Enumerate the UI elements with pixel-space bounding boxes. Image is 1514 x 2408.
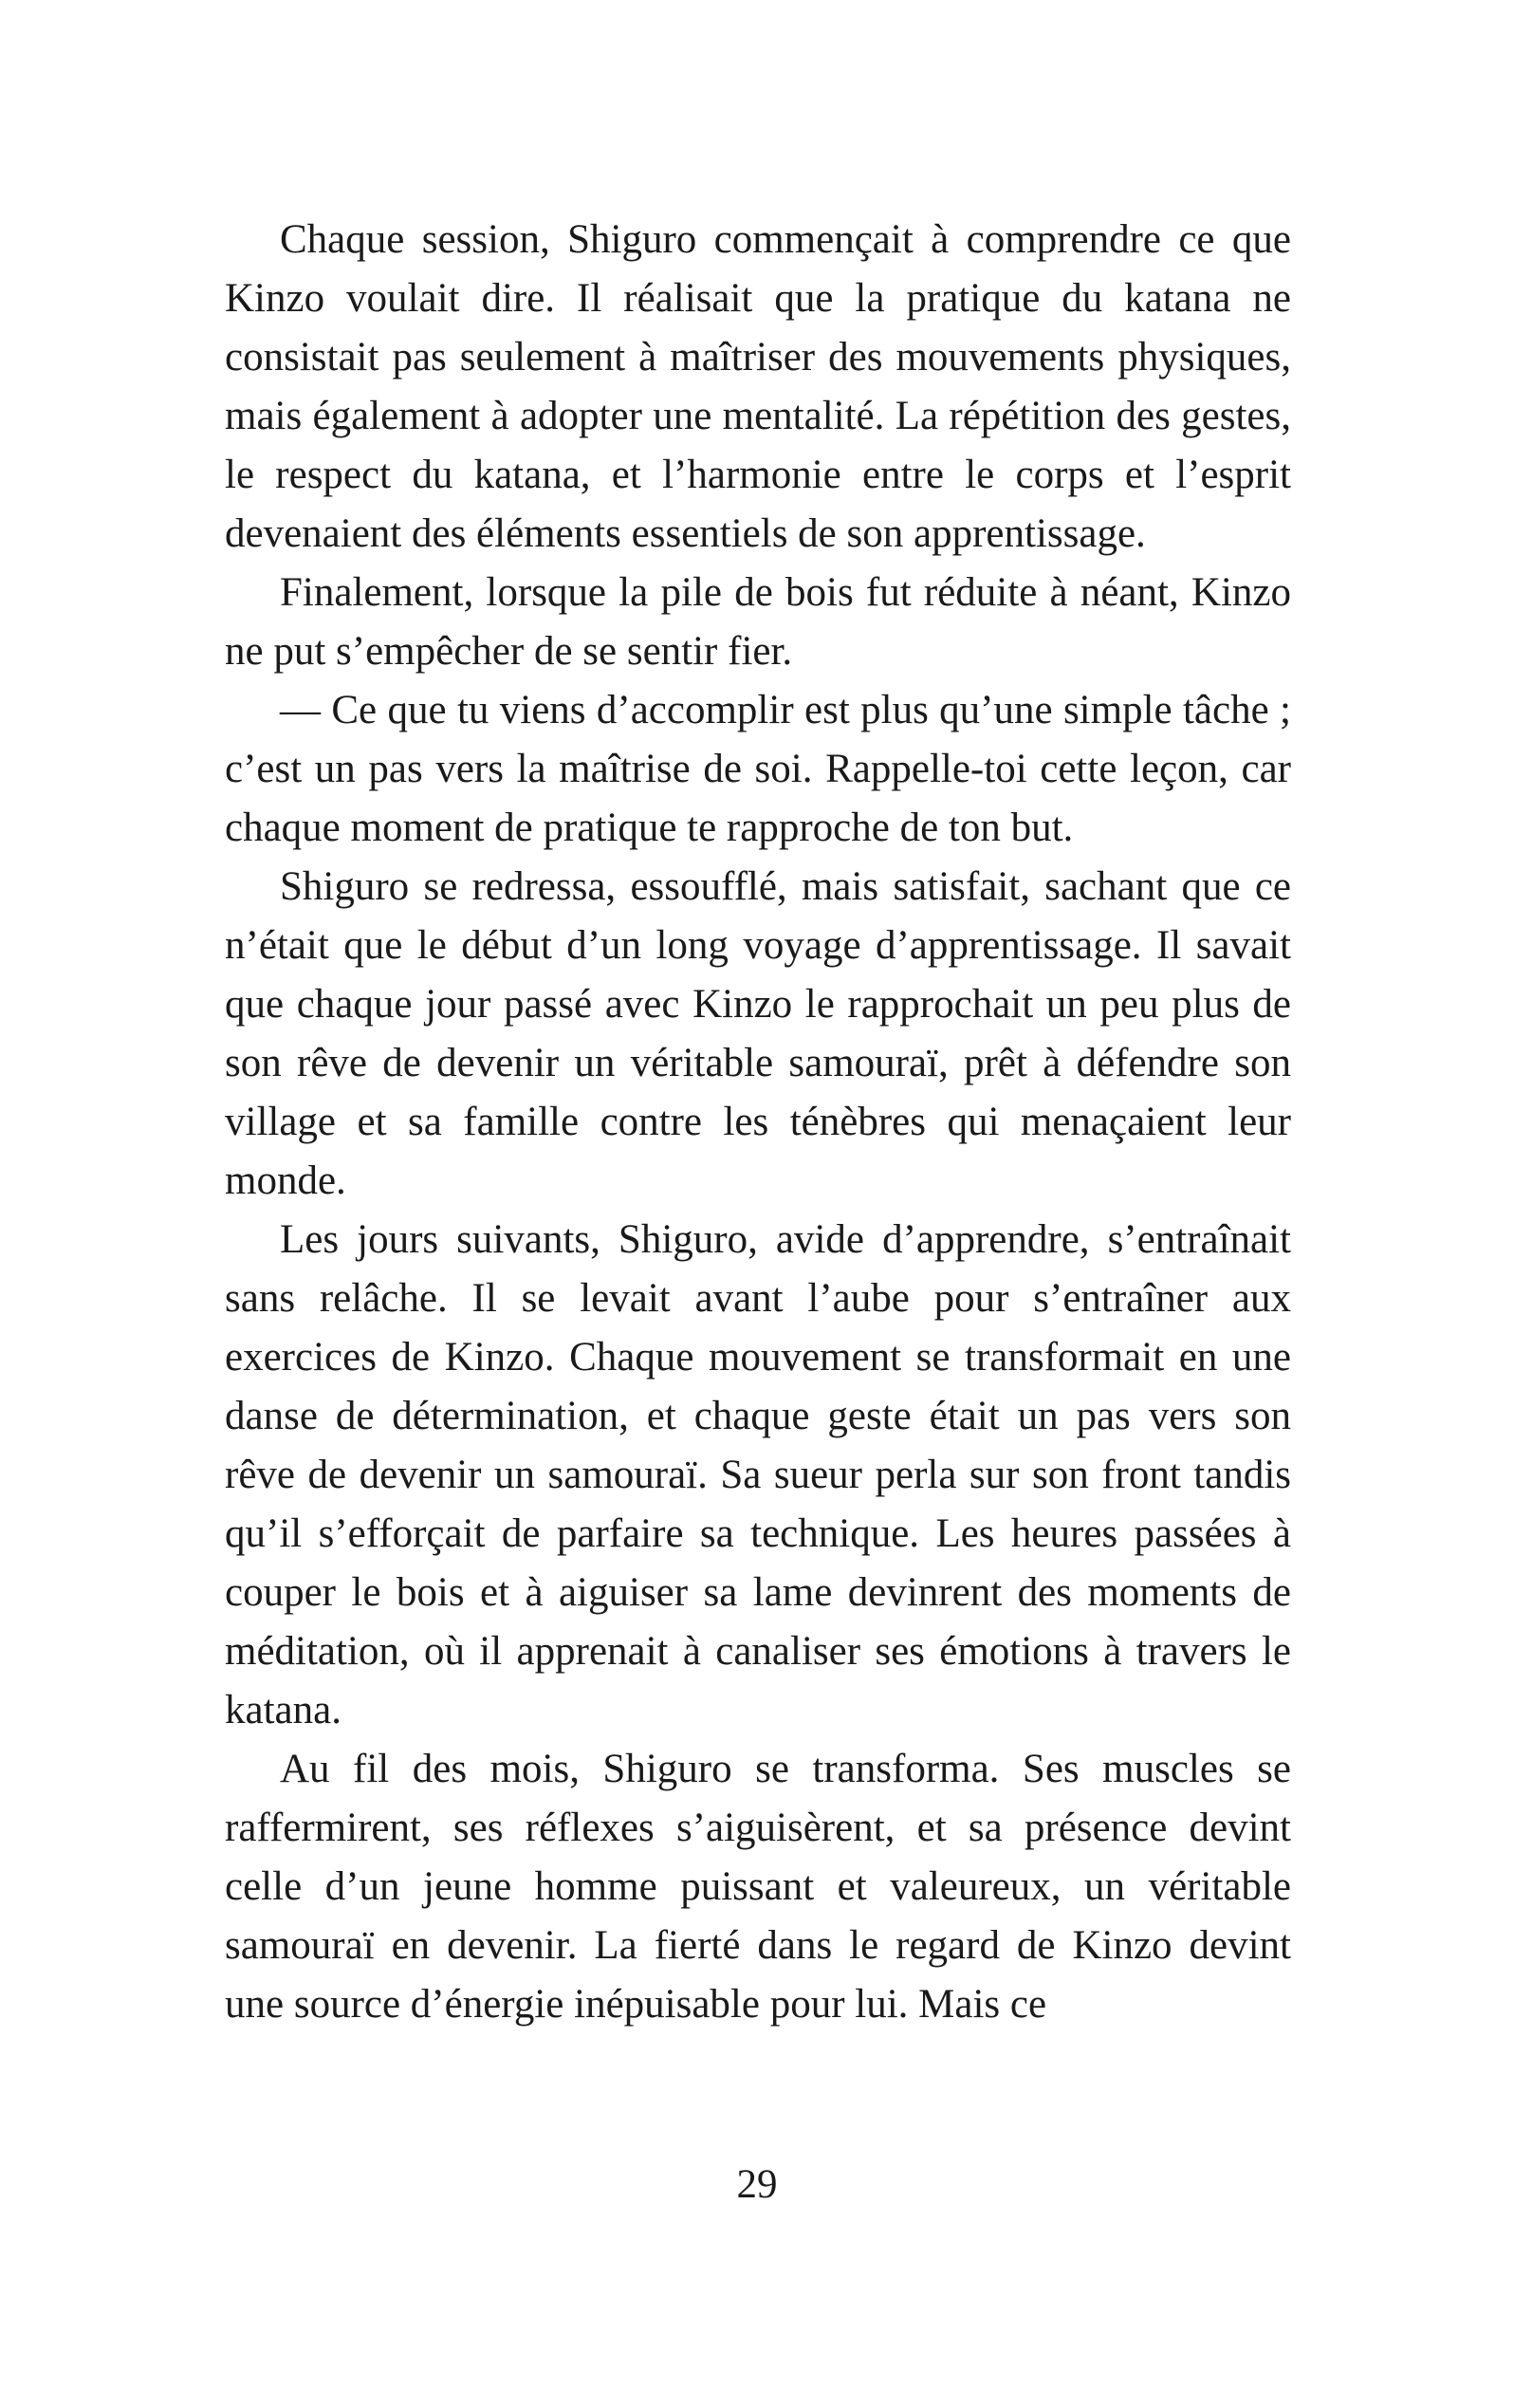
paragraph: — Ce que tu viens d’accomplir est plus qu’une simple tâche ; c’est un pas vers la maîtrise de soi. Rappelle-toi cette leçon, car chaque moment de pratique te rapproche de ton but. (225, 688, 1291, 850)
paragraph: Les jours suivants, Shiguro, avide d’apprendre, s’entraînait sans relâche. Il se levait avant l’aube pour s’entraîner aux exercices de Kinzo. Chaque mouvement se transformait en une danse de détermination, et chaque geste était un pas vers son rêve de devenir un samouraï. Sa sueur perla sur son front tandis qu’il s’efforçait de parfaire sa technique. Les heures passées à couper le bois et à aiguiser sa lame devinrent des moments de méditation, où il apprenait à canaliser ses émotions à travers le katana. (225, 1217, 1291, 1732)
paragraph: Au fil des mois, Shiguro se transforma. Ses muscles se raffermirent, ses réflexes s’aiguisèrent, et sa présence devint celle d’un jeune homme puissant et valeureux, un véritable samouraï en devenir. La fierté dans le regard de Kinzo devint une source d’énergie inépuisable pour lui. Mais ce (225, 1747, 1291, 2027)
paragraph: Finalement, lorsque la pile de bois fut réduite à néant, Kinzo ne put s’empêcher de se sentir fier. (225, 570, 1291, 674)
page-body (225, 211, 1291, 2034)
page-number: 29 (736, 2162, 778, 2207)
paragraph: Chaque session, Shiguro commençait à comprendre ce que Kinzo voulait dire. Il réalisait que la pratique du katana ne consistait pas seulement à maîtriser des mouvements physiques, mais également à adopter une mentalité. La répétition des gestes, le respect du katana, et l’harmonie entre le corps et l’esprit devenaient des éléments essentiels de son apprentissage. (225, 217, 1291, 556)
paragraph: Shiguro se redressa, essoufflé, mais satisfait, sachant que ce n’était que le début d’un long voyage d’apprentissage. Il savait que chaque jour passé avec Kinzo le rapprochait un peu plus de son rêve de devenir un véritable samouraï, prêt à défendre son village et sa famille contre les ténèbres qui menaçaient leur monde. (225, 864, 1291, 1203)
